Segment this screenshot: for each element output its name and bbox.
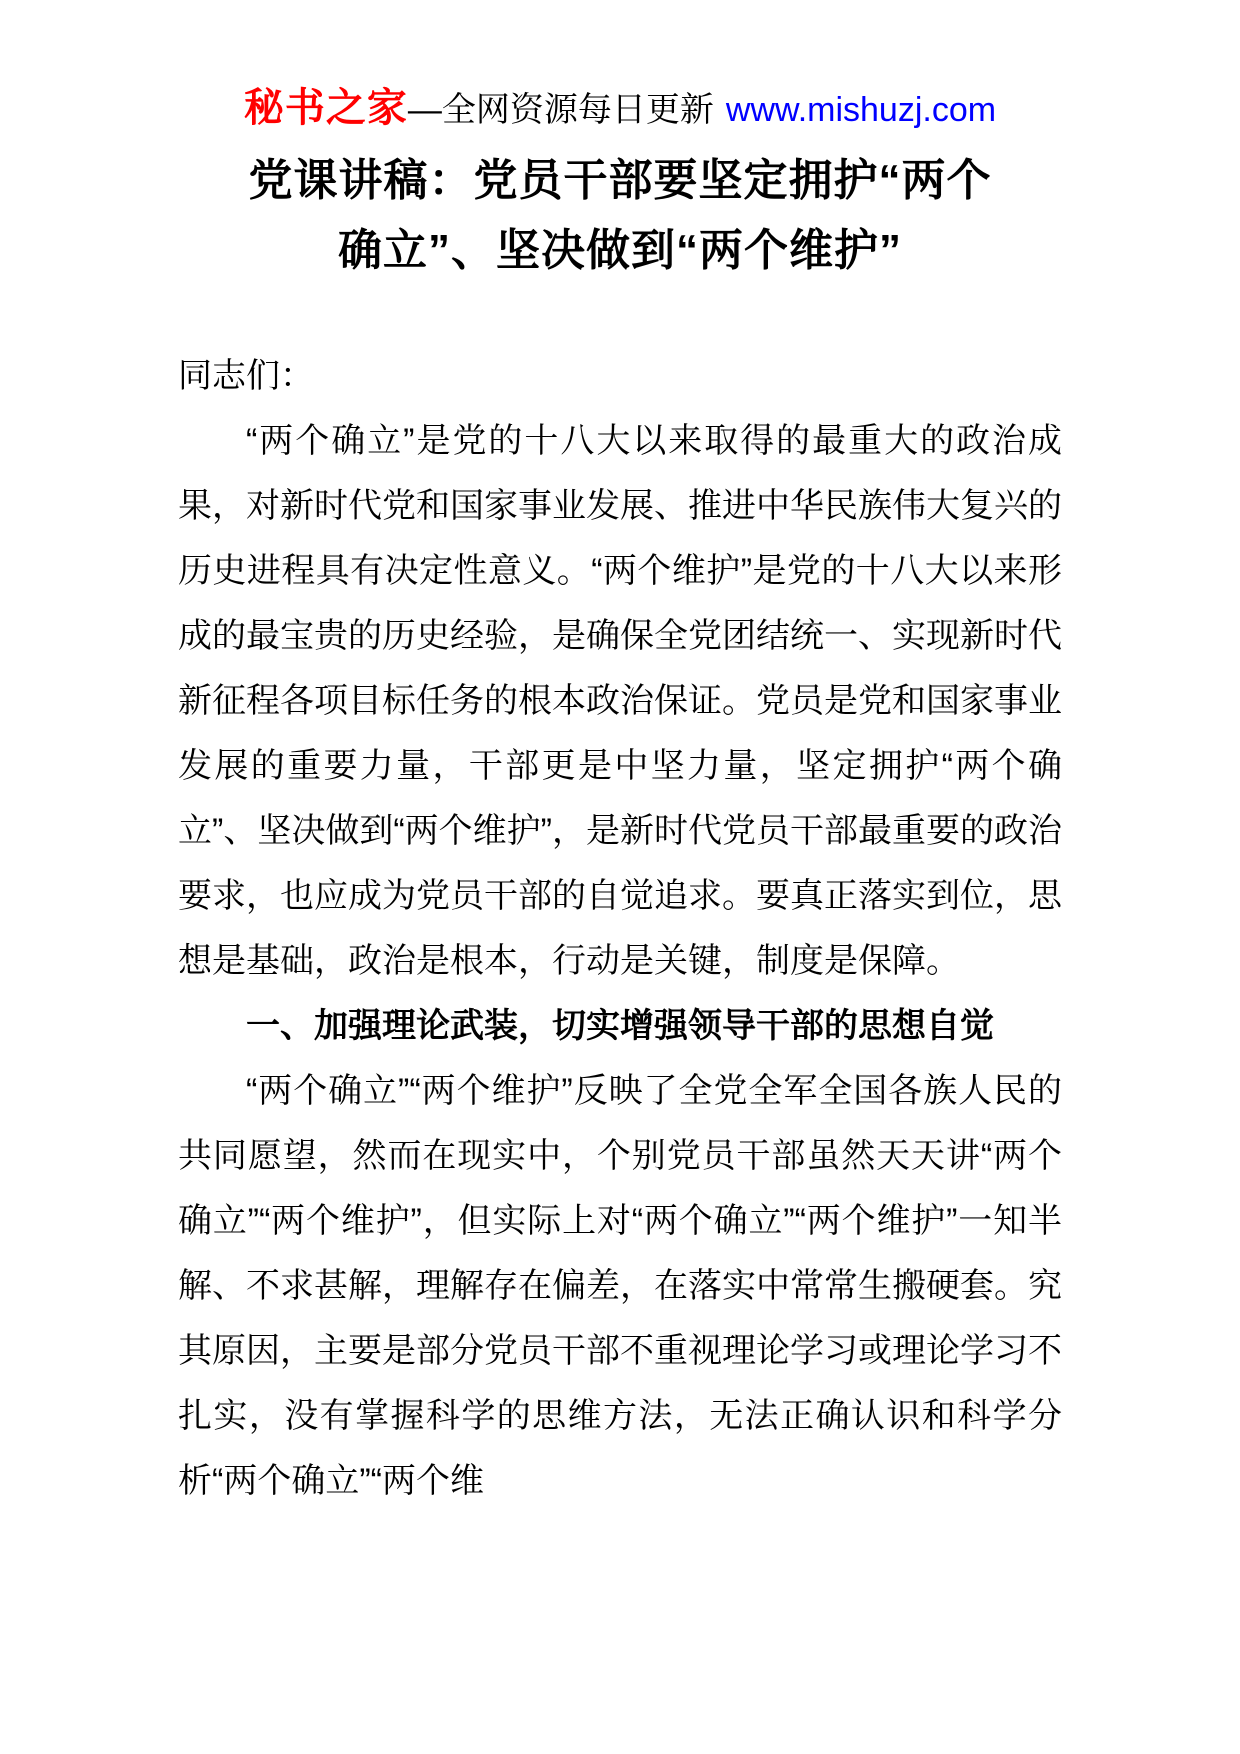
site-header <box>0 0 1240 132</box>
salutation: 同志们： <box>178 357 314 395</box>
paragraph: “两个确立”“两个维护”反映了全党全军全国各族人民的共同愿望，然而在现实中，个别党员干部虽然天天讲“两个确立”“两个维护”，但实际上对“两个确立”“两个维护”一知半解、不求甚解，理解存在偏差，在落实中常常生搬硬套。究其原因，主要是部分党员干部不重视理论学习或理论学习不扎实，没有掌握科学的思维方法，无法正确认识和科学分析“两个确立”“两个维 <box>178 1072 1062 1500</box>
document-body <box>178 344 1062 1514</box>
paragraph: “两个确立”是党的十八大以来取得的最重大的政治成果，对新时代党和国家事业发展、推进中华民族伟大复兴的历史进程具有决定性意义。“两个维护”是党的十八大以来形成的最宝贵的历史经验，是确保全党团结统一、实现新时代新征程各项目标任务的根本政治保证。党员是党和国家事业发展的重要力量，干部更是中坚力量，坚定拥护“两个确立”、坚决做到“两个维护”，是新时代党员干部最重要的政治要求，也应成为党员干部的自觉追求。要真正落实到位，思想是基础，政治是根本，行动是关键，制度是保障。 <box>178 422 1062 980</box>
site-tagline: 全网资源每日更新 <box>441 91 714 129</box>
header-separator: — <box>407 91 442 129</box>
section-heading: 一、加强理论武装，切实增强领导干部的思想自觉 <box>246 1007 994 1045</box>
site-url-link[interactable]: www.mishuzj.com <box>725 91 997 129</box>
document-title: 党课讲稿：党员干部要坚定拥护“两个确立”、坚决做到“两个维护” <box>248 156 992 275</box>
site-name: 秘书之家 <box>243 86 408 130</box>
